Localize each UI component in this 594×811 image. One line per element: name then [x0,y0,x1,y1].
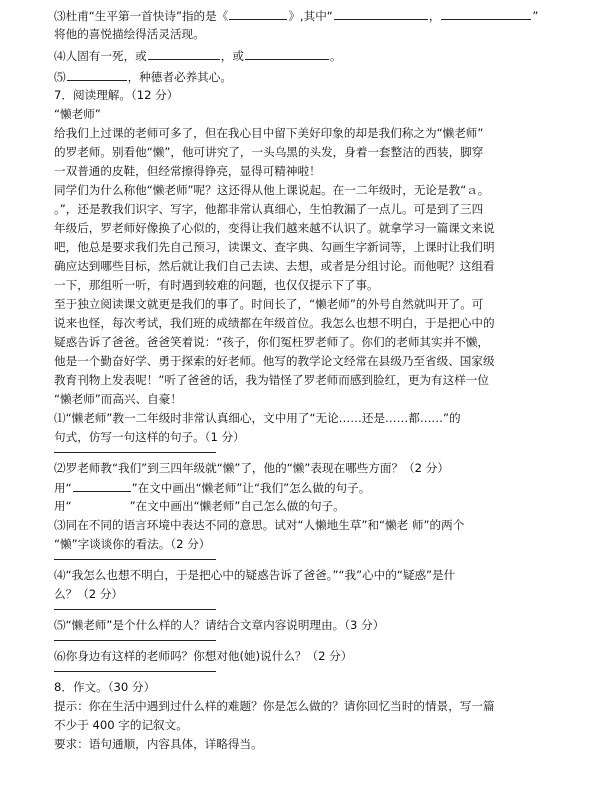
q6-3-blank-line1[interactable] [334,6,428,20]
q8-requirement: 要求：语句通顺，内容具体，详略得当。 [54,737,263,751]
sub4-line2: 么？（2 分） [54,587,124,601]
sub2-l2-text-a: 用“ [54,481,72,495]
wavy-underline-sample [72,498,130,510]
passage-line: 至于独立阅读课文就更是我们的事了。时间长了，“懒老师”的外号自然就叫开了。可 [54,297,484,311]
q6-3-text-d: ” [532,9,539,23]
passage-line: 说来也怪，每次考试，我们班的成绩都在年级首位。我怎么也想不明白，于是把心中的 [54,316,495,330]
answer-line-6[interactable] [54,671,216,672]
q8-prompt-line1: 提示：你在生活中遇到过什么样的难题？你是怎么做的？请你回忆当时的情景，写一篇 [54,699,495,713]
q6-4-blank-2[interactable] [245,46,329,60]
sub2-l3-text-a: 用“ [54,499,72,513]
passage-line: 给我们上过课的老师可多了，但在我心目中留下美好印象的却是我们称之为“懒老师” [54,126,484,140]
q6-4-text-b: ，或 [220,49,244,63]
q6-3-text-c: ， [428,9,441,23]
sub2-l2-text-b: ”在文中画出“懒老师”让“我们”怎么做的句子。 [131,481,371,495]
sub2-line2 [54,478,554,497]
sub4-line1: ⑷“我怎么也想不明白，于是把心中的疑惑告诉了爸爸。”“我”心中的“疑惑”是什 [54,568,456,582]
passage-line: 同学们为什么称他“懒老师”呢？这还得从他上课说起。在一二年级时，无论是教“ａ。 [54,183,490,197]
passage-line: 的罗老师。别看他“懒”，他可讲究了，一头乌黑的头发，身着一套整洁的西装，脚穿 [54,145,484,159]
sub2-line1: ⑵罗老师教“我们”到三四年级就“懒”了，他的“懒”表现在哪些方面？（2 分） [54,461,449,475]
answer-line-4[interactable] [54,609,216,610]
sub2-l3-text-b: ”在文中画出“懒老师”自己怎么做的句子。 [129,499,345,513]
passage-line: 一下，那组听一听，有时遇到较难的问题，也仅仅提示下了事。 [54,278,379,292]
q6-3-text-b: 》,其中“ [288,9,333,23]
q7-heading: 7．阅读理解。（12 分） [54,88,179,102]
sub6-line1: ⑹你身边有这样的老师吗？你想对他(她)说什么？（2 分） [54,649,353,663]
answer-line-5[interactable] [54,640,216,641]
sub3-line1: ⑶同在不同的语言环境中表达不同的意思。试对“人懒地生草”和“懒老 师”的两个 [54,518,465,532]
q6-item-3-cont: 将他的喜悦描绘得活灵活现。 [54,27,205,41]
passage-line: 吧，他总是要求我们先自己预习，读课文、查字典、勾画生字新词等，上课时让我们明 [54,240,495,254]
passage-body [54,124,554,409]
passage-line: 疑惑告诉了爸爸。爸爸笑着说：“孩子，你们冤枉罗老师了。你们的老师其实并不懒， [54,335,489,349]
sub1-line1: ⑴“懒老师”教一二年级时非常认真细心，文中用了“无论……还是……都……”的 [54,411,461,425]
sub3-line2: “懒”字谈谈你的看法。（2 分） [54,537,211,551]
sub5-line1: ⑸“懒老师”是个什么样的人？请结合文章内容说明理由。（3 分） [54,618,385,632]
answer-line-3[interactable] [54,559,216,560]
q6-3-blank-title[interactable] [229,6,287,20]
q8-heading: 8．作文。（30 分） [54,680,156,694]
q6-3-text-a: ⑶杜甫“生平第一首快诗”指的是《 [54,9,229,23]
sub1-line2: 句式，仿写一句这样的句子。（1 分） [54,430,245,444]
q8-prompt-line2: 不少于 400 字的记叙文。 [54,718,188,732]
q6-5-text-a: ⑸ [54,70,66,84]
passage-line: 他是一个勤奋好学、勇于探索的好老师。他写的教学论文经常在县级乃至省级、国家级 [54,354,495,368]
q6-4-blank-1[interactable] [148,46,220,60]
passage-line: 。”，还是教我们识字、写字，他都非常认真细心，生怕教漏了一点儿。可是到了三四 [54,202,484,216]
q6-4-text-a: ⑷人固有一死，或 [54,49,147,63]
exam-page [54,6,554,754]
q6-5-blank[interactable] [67,67,127,81]
passage-line: 年级后，罗老师好像换了心似的，变得让我们越来越不认识了。就拿学习一篇课文来说 [54,221,495,235]
q6-4-text-c: 。 [329,49,342,63]
answer-line-1[interactable] [54,452,216,453]
straight-underline-sample [73,478,131,492]
passage-line: “懒老师”而高兴、自豪！ [54,392,182,406]
q6-item-5 [54,67,554,86]
passage-title: “懒老师” [54,107,101,121]
passage-line: 教育刊物上发表呢！”听了爸爸的话，我为错怪了罗老师而感到脸红，更为有这样一位 [54,373,489,387]
q6-5-text-b: ，种德者必养其心。 [127,70,232,84]
sub2-line3 [54,497,554,516]
passage-line: 确应达到哪些目标，然后就让我们自己去读、去想，或者是分组讨论。而他呢？这组看 [54,259,495,273]
passage-line: 一双普通的皮鞋，但经常擦得铮亮，显得可精神啦！ [54,164,321,178]
q6-item-4 [54,46,554,65]
q6-3-blank-line2[interactable] [441,6,531,20]
q6-item-3 [54,6,554,25]
